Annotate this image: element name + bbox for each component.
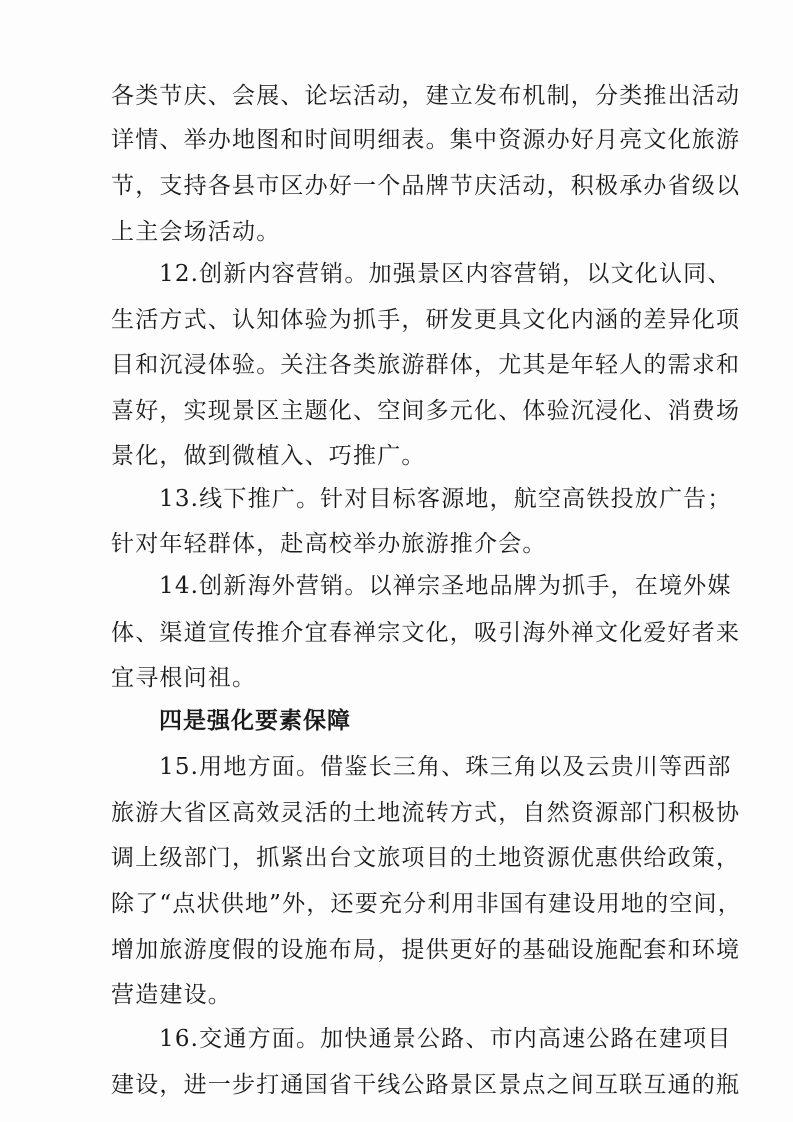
text-line: 目和沉浸体验。关注各类旅游群体，尤其是年轻人的需求和: [111, 352, 741, 378]
text-line: 宜寻根问祖。: [111, 665, 257, 691]
text-line: 调上级部门，抓紧出台文旅项目的土地资源优惠供给政策，: [111, 845, 741, 871]
text-line: 建设，进一步打通国省干线公路景区景点之间互联互通的瓶: [111, 1072, 741, 1098]
text-line: 体、渠道宣传推介宜春禅宗文化，吸引海外禅文化爱好者来: [111, 620, 741, 646]
text-line: 营造建设。: [111, 982, 232, 1008]
section-14-first-line: 14.创新海外营销。以禅宗圣地品牌为抓手，在境外媒: [159, 573, 732, 599]
text-line: 旅游大省区高效灵活的土地流转方式，自然资源部门积极协: [111, 800, 741, 826]
text-line: 上主会场活动。: [111, 219, 281, 245]
text-line: 生活方式、认知体验为抓手，研发更具文化内涵的差异化项: [111, 307, 741, 333]
section-13-first-line: 13.线下推广。针对目标客源地，航空高铁投放广告；: [159, 486, 732, 512]
text-line: 除了“点状供地”外，还要充分利用非国有建设用地的空间，: [111, 891, 742, 917]
text-line: 增加旅游度假的设施布局，提供更好的基础设施配套和环境: [111, 937, 741, 963]
text-line: 各类节庆、会展、论坛活动，建立发布机制，分类推出活动: [111, 83, 741, 109]
text-line: 喜好，实现景区主题化、空间多元化、体验沉浸化、消费场: [111, 398, 741, 424]
section-12-first-line: 12.创新内容营销。加强景区内容营销，以文化认同、: [159, 261, 732, 287]
text-line: 针对年轻群体，赴高校举办旅游推介会。: [111, 531, 547, 557]
section-15-first-line: 15.用地方面。借鉴长三角、珠三角以及云贵川等西部: [159, 754, 732, 780]
text-line: 景化，做到微植入、巧推广。: [111, 443, 426, 469]
section-16-first-line: 16.交通方面。加快通景公路、市内高速公路在建项目: [159, 1026, 732, 1052]
section-heading: 四是强化要素保障: [159, 708, 351, 734]
text-line: 详情、举办地图和时间明细表。集中资源办好月亮文化旅游: [111, 127, 741, 153]
text-line: 节，支持各县市区办好一个品牌节庆活动，积极承办省级以: [111, 173, 741, 199]
